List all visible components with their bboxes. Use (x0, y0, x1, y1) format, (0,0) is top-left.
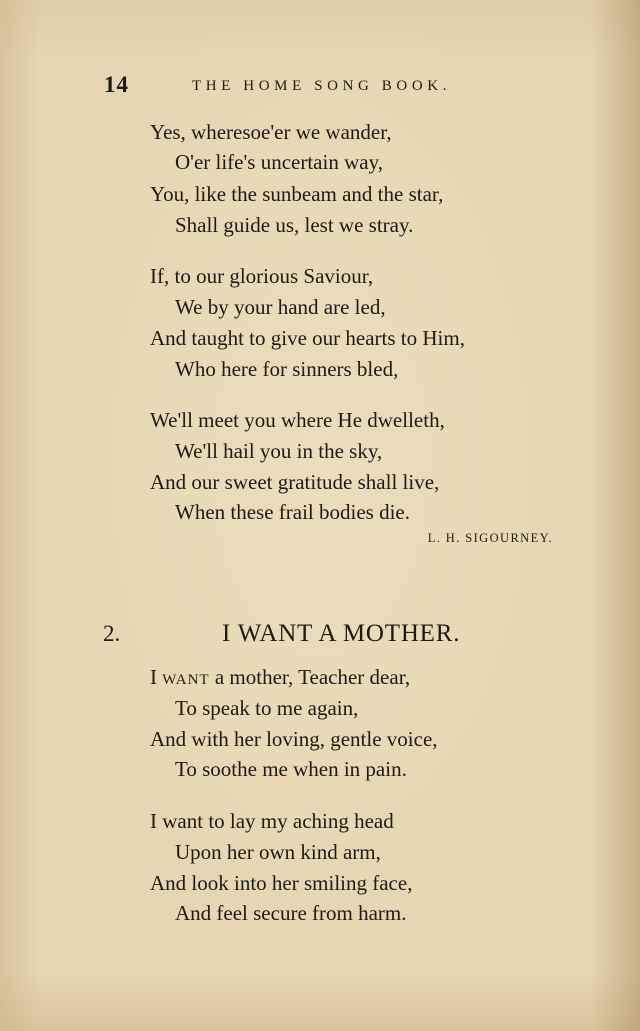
verse-line: And feel secure from harm. (175, 901, 407, 925)
verse-line: Shall guide us, lest we stray. (175, 213, 414, 237)
song-title: I WANT A MOTHER. (222, 620, 461, 647)
verse-line: And look into her smiling face, (150, 871, 413, 895)
page-header (0, 72, 640, 102)
verse-line: Who here for sinners bled, (175, 357, 399, 381)
running-head: THE HOME SONG BOOK. (192, 78, 452, 94)
song-number: 2. (103, 621, 121, 646)
page-number: 14 (104, 72, 129, 97)
verse-line: O'er life's uncertain way, (175, 150, 383, 174)
verse-line: And taught to give our hearts to Him, (150, 326, 465, 350)
verse-line: To soothe me when in pain. (175, 757, 407, 781)
first-word: I (150, 665, 157, 689)
verse-line: We'll meet you where He dwelleth, (150, 408, 445, 432)
verse-line-first (150, 662, 410, 695)
verse-line: And our sweet gratitude shall live, (150, 470, 440, 494)
verse-line: I want to lay my aching head (150, 809, 394, 833)
verse-line: You, like the sunbeam and the star, (150, 182, 444, 206)
verse-line: Upon her own kind arm, (175, 840, 381, 864)
verse-line: We'll hail you in the sky, (175, 439, 383, 463)
verse-line: To speak to me again, (175, 696, 359, 720)
verse-line: When these frail bodies die. (175, 500, 410, 524)
verse-line: If, to our glorious Saviour, (150, 264, 374, 288)
author-attribution: L. H. SIGOURNEY. (427, 531, 553, 545)
small-caps-word: WANT (162, 672, 210, 688)
verse-line: Yes, wheresoe'er we wander, (150, 120, 392, 144)
verse-line: And with her loving, gentle voice, (150, 727, 438, 751)
verse-line: We by your hand are led, (175, 295, 386, 319)
first-line-rest: a mother, Teacher dear, (209, 665, 411, 689)
